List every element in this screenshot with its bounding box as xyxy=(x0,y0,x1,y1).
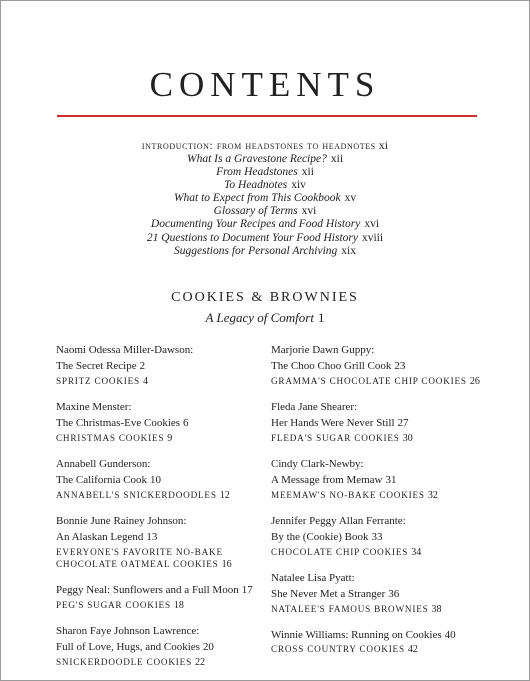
toc-entry xyxy=(271,570,486,616)
entry-author-line xyxy=(56,456,261,472)
intro-item-page: xii xyxy=(301,166,314,179)
recipe-page-number: 38 xyxy=(431,603,442,615)
entry-story-line xyxy=(56,472,261,488)
introduction-heading xyxy=(1,138,529,153)
entry-page-number: 31 xyxy=(385,474,397,487)
intro-item-label: What to Expect from This Cookbook xyxy=(173,192,341,205)
entry-author-line xyxy=(271,399,486,415)
entry-story-line xyxy=(56,358,261,374)
entry-author-line xyxy=(271,513,486,529)
intro-item-page: xix xyxy=(341,244,356,257)
entry-line-text: Annabell Gunderson: xyxy=(56,458,151,471)
entry-page-number: 23 xyxy=(394,360,406,373)
recipe-label: EVERYONE'S FAVORITE NO-BAKE xyxy=(56,546,223,557)
intro-item-label: Glossary of Terms xyxy=(213,205,298,218)
recipe-page-number: 22 xyxy=(194,656,205,668)
entry-recipe-line xyxy=(271,643,486,656)
recipe-label: GRAMMA'S CHOCOLATE CHIP COOKIES xyxy=(271,375,467,386)
entry-recipe-line xyxy=(271,489,486,502)
entry-recipe-line xyxy=(56,489,261,502)
recipe-page-number: 12 xyxy=(219,489,230,501)
entry-page-number: 33 xyxy=(371,531,383,544)
intro-item-label: To Headnotes xyxy=(224,179,288,192)
introduction-heading-text: introduction: from headstones to headnotes xyxy=(141,140,376,152)
entry-recipe-line xyxy=(56,432,261,445)
entry-line-text: An Alaskan Legend xyxy=(56,531,144,544)
recipe-page-number: 9 xyxy=(167,432,173,444)
entry-story-line xyxy=(271,358,486,374)
entry-recipe-line xyxy=(56,599,261,612)
entry-author-line xyxy=(56,513,261,529)
entry-story-line xyxy=(56,529,261,545)
entry-recipe-line xyxy=(56,558,261,571)
entry-page-number: 6 xyxy=(183,417,189,430)
recipe-page-number: 26 xyxy=(469,375,480,387)
entry-line-text: Peggy Neal: Sunflowers and a Full Moon xyxy=(56,584,239,597)
entry-line-text: The Choo Choo Grill Cook xyxy=(271,360,392,373)
entry-line-text: Full of Love, Hugs, and Cookies xyxy=(56,641,200,654)
toc-entry xyxy=(56,456,261,502)
recipe-label: SPRITZ COOKIES xyxy=(56,375,140,386)
entry-recipe-line xyxy=(271,546,486,559)
entry-author-line xyxy=(56,399,261,415)
entry-author-line xyxy=(56,623,261,639)
entry-line-text: Cindy Clark-Newby: xyxy=(271,458,364,471)
recipe-page-number: 18 xyxy=(173,599,184,611)
entry-line-text: Naomi Odessa Miller-Dawson: xyxy=(56,344,194,356)
entry-page-number: 13 xyxy=(146,531,158,544)
introduction-page-number: xi xyxy=(378,138,389,152)
entry-line-text: The Christmas-Eve Cookies xyxy=(56,417,181,430)
entry-line-text: She Never Met a Stranger xyxy=(271,588,386,601)
entry-author-line xyxy=(271,627,486,643)
entry-author-line xyxy=(56,582,261,598)
entry-page-number: 27 xyxy=(397,417,409,430)
entry-page-number: 20 xyxy=(202,641,214,654)
introduction-subsections xyxy=(1,153,529,258)
recipe-page-number: 34 xyxy=(411,546,422,558)
recipe-label: CHRISTMAS COOKIES xyxy=(56,432,165,443)
entry-author-line xyxy=(56,342,261,358)
entry-story-line xyxy=(271,472,486,488)
intro-item-label: 21 Questions to Document Your Food History xyxy=(146,231,358,244)
toc-entry xyxy=(56,513,261,571)
recipe-label: FLEDA'S SUGAR COOKIES xyxy=(271,432,400,443)
entry-line-text: Marjorie Dawn Guppy: xyxy=(271,344,375,356)
entry-recipe-line xyxy=(56,656,261,669)
entry-recipe-line xyxy=(271,603,486,616)
right-column-entries xyxy=(271,342,486,668)
intro-item-label: From Headstones xyxy=(216,166,298,179)
section-page-number: 1 xyxy=(317,310,325,325)
intro-item xyxy=(1,179,529,192)
entry-line-text: Jennifer Peggy Allan Ferrante: xyxy=(271,515,406,528)
intro-item xyxy=(1,166,529,179)
section-subtitle: A Legacy of Comfort xyxy=(205,310,314,325)
recipe-page-number: 32 xyxy=(427,489,438,501)
toc-entry xyxy=(56,623,261,669)
entry-recipe-line xyxy=(271,432,486,445)
entry-line-text: By the (Cookie) Book xyxy=(271,531,369,544)
intro-item-page: xviii xyxy=(361,231,384,244)
intro-item-page: xvi xyxy=(301,205,317,218)
title-divider xyxy=(57,115,477,117)
toc-entry xyxy=(271,342,486,388)
entry-story-line xyxy=(271,529,486,545)
recipe-label: MEEMAW'S NO-BAKE COOKIES xyxy=(271,489,425,500)
recipe-label: ANNABELL'S SNICKERDOODLES xyxy=(56,489,217,500)
recipe-page-number: 16 xyxy=(221,559,232,571)
recipe-page-number: 30 xyxy=(402,432,413,444)
intro-item xyxy=(1,218,529,231)
entry-line-text: The California Cook xyxy=(56,474,148,487)
intro-item xyxy=(1,245,529,258)
entry-line-text: Her Hands Were Never Still xyxy=(271,417,395,430)
recipe-label: CHOCOLATE CHIP COOKIES xyxy=(271,546,409,557)
entry-page-number: 36 xyxy=(388,588,400,601)
toc-entry xyxy=(271,513,486,559)
entry-author-line xyxy=(271,342,486,358)
recipe-label: CHOCOLATE OATMEAL COOKIES xyxy=(56,559,219,570)
section-subtitle-line xyxy=(1,310,529,326)
intro-item xyxy=(1,153,529,166)
entry-line-text: Bonnie June Rainey Johnson: xyxy=(56,515,187,528)
entry-story-line xyxy=(56,639,261,655)
recipe-label: CROSS COUNTRY COOKIES xyxy=(271,644,405,655)
toc-entry xyxy=(271,399,486,445)
entry-line-text: The Secret Recipe xyxy=(56,360,137,373)
entry-line-text: Natalee Lisa Pyatt: xyxy=(271,572,355,585)
intro-item-label: Suggestions for Personal Archiving xyxy=(174,244,338,257)
toc-entry xyxy=(271,456,486,502)
entry-recipe-line xyxy=(56,546,261,558)
recipe-label: PEG'S SUGAR COOKIES xyxy=(56,599,171,610)
recipe-page-number: 42 xyxy=(407,644,418,656)
entry-page-number: 10 xyxy=(150,474,162,487)
recipe-label: NATALEE'S FAMOUS BROWNIES xyxy=(271,603,429,614)
entry-line-text: A Message from Memaw xyxy=(271,474,383,487)
entry-author-line xyxy=(271,570,486,586)
intro-item-label: What Is a Gravestone Recipe? xyxy=(186,153,327,165)
intro-item xyxy=(1,232,529,245)
intro-item-page: xiv xyxy=(291,179,306,192)
left-column-entries xyxy=(56,342,261,680)
recipe-label: SNICKERDOODLE COOKIES xyxy=(56,656,192,667)
entry-story-line xyxy=(56,415,261,431)
recipe-page-number: 4 xyxy=(142,375,148,387)
entry-recipe-line xyxy=(271,375,486,388)
entry-story-line xyxy=(271,415,486,431)
entry-line-text: Sharon Faye Johnson Lawrence: xyxy=(56,624,200,637)
intro-item-page: xv xyxy=(344,192,357,205)
entry-page-number: 40 xyxy=(444,629,456,642)
toc-entry xyxy=(56,582,261,612)
entry-line-text: Winnie Williams: Running on Cookies xyxy=(271,629,442,642)
section-title: COOKIES & BROWNIES xyxy=(171,290,359,305)
toc-entry xyxy=(271,627,486,657)
intro-item xyxy=(1,192,529,205)
entry-line-text: Fleda Jane Shearer: xyxy=(271,401,358,414)
intro-item-page: xii xyxy=(330,153,344,165)
page-title: CONTENTS xyxy=(149,65,381,104)
toc-entry xyxy=(56,342,261,388)
intro-item-page: xvi xyxy=(364,218,380,231)
intro-item-label: Documenting Your Recipes and Food History xyxy=(150,218,361,231)
entry-page-number: 2 xyxy=(139,360,146,373)
entry-recipe-line xyxy=(56,375,261,388)
entry-page-number: 17 xyxy=(241,584,253,597)
toc-entry xyxy=(56,399,261,445)
intro-item xyxy=(1,205,529,218)
entry-story-line xyxy=(271,586,486,602)
entry-author-line xyxy=(271,456,486,472)
entry-line-text: Maxine Menster: xyxy=(56,401,132,414)
